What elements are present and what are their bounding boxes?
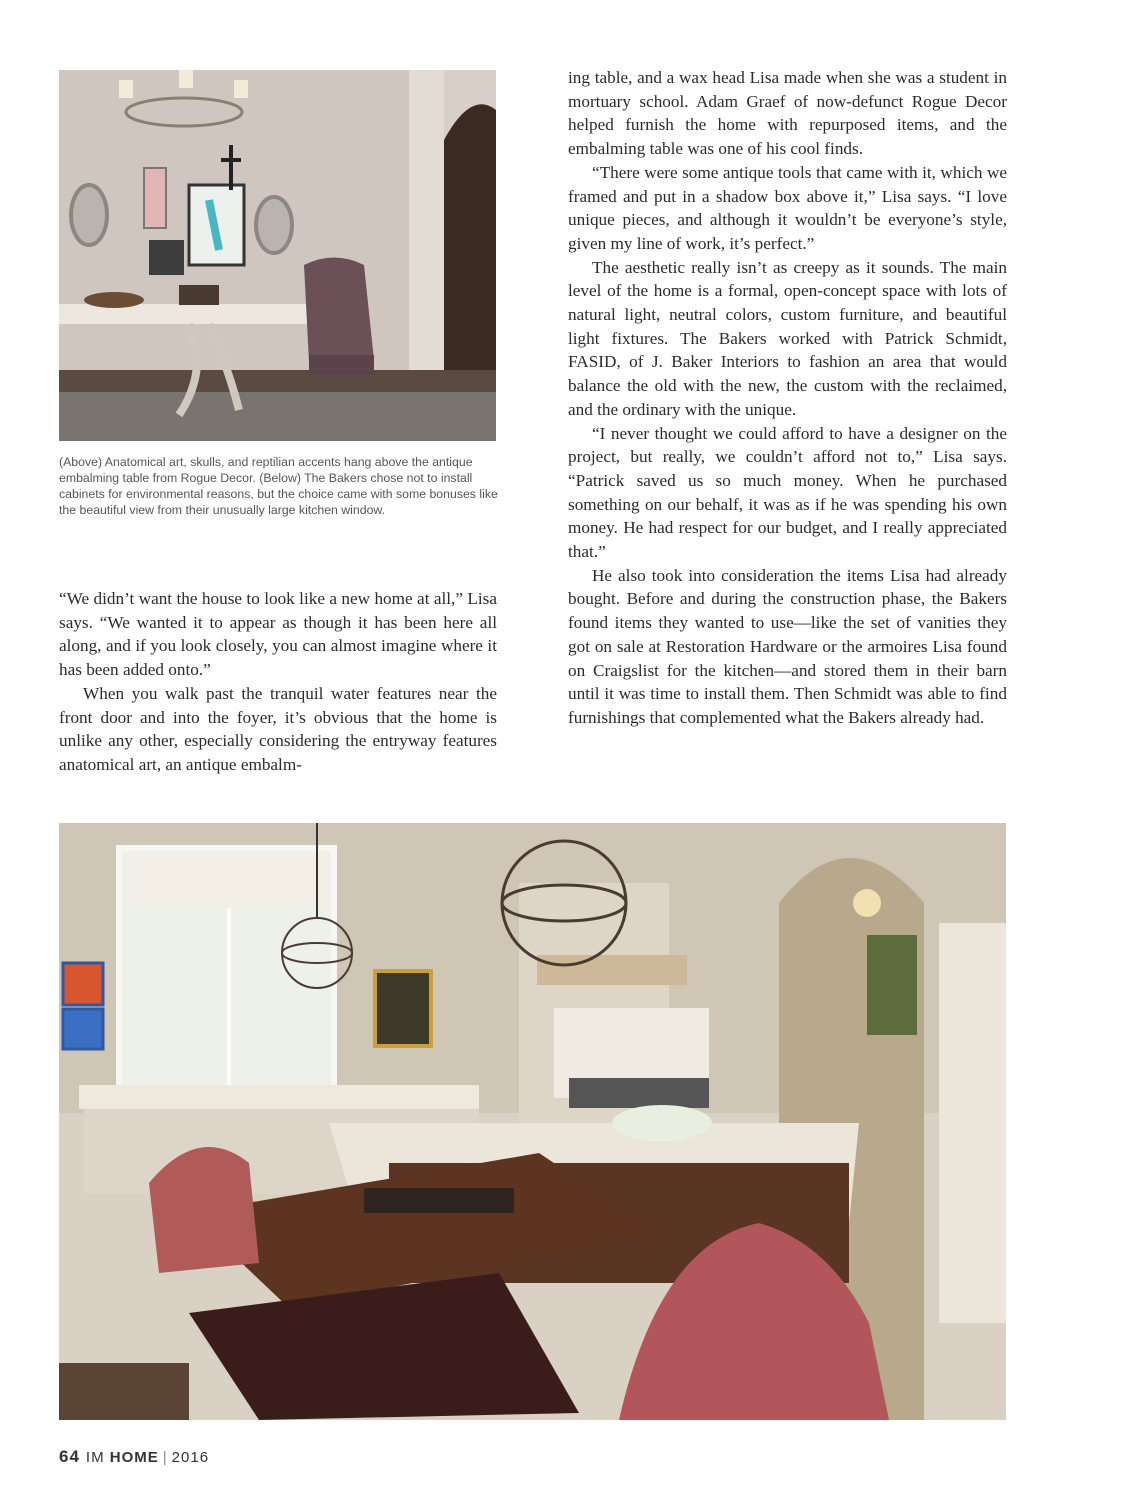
issue-year: 2016 [171,1449,210,1466]
entryway-photo [59,70,496,441]
paragraph: He also took into consideration the items Lisa had already bought. Before and during the construction phase, the Bakers found items they wanted to use—like the set of vanities they got on sale at Restoration Hardware or the armoires Lisa found on Craigslist for the kitchen—and stored them in their barn until it was time to install them. Then Schmidt was able to find furnishings that complemented what the Bakers already had. [568,565,1007,727]
paragraph: “There were some antique tools that came with it, which we framed and put in a shadow box above it,” Lisa says. “I love unique pieces, and although it wouldn’t be everyone’s style, given my line of work, it’s perfect.” [568,162,1007,253]
paragraph: When you walk past the tranquil water features near the front door and into the foyer, it’s obvious that the home is unlike any other, especially considering the entryway features anatomical art, an antique embalm- [59,683,497,774]
publication-name: HOME [109,1449,159,1466]
page-number: 64 [59,1447,80,1466]
article-column-right [568,66,1007,730]
paragraph: ing table, and a wax head Lisa made when she was a student in mortuary school. Adam Graef of now-defunct Rogue Decor helped furnish the home with repurposed items, and the embalming table was one of his cool finds. [568,68,1007,159]
photo-caption: (Above) Anatomical art, skulls, and reptilian accents hang above the antique embalming table from Rogue Decor. (Below) The Bakers chose not to install cabinets for environmental reasons, but the choice came with some bonuses like the beautiful view from their unusually large kitchen window. [59,455,498,517]
paragraph: “I never thought we could afford to have a designer on the project, but really, we couldn’t afford not to,” Lisa says. “Patrick saved us so much money. When he purchased something on our behalf, it was as if he was spending his own money. He had respect for our budget, and I really appreciated that.” [568,423,1007,562]
paragraph: “We didn’t want the house to look like a new home at all,” Lisa says. “We wanted it to appear as though it has been here all along, and if you look closely, you can almost imagine where it has been added onto.” [59,589,497,680]
paragraph: The aesthetic really isn’t as creepy as it sounds. The main level of the home is a formal, open-concept space with lots of natural light, neutral colors, custom furniture, and beautiful light fixtures. The Bakers worked with Patrick Schmidt, FASID, of J. Baker Interiors to fashion an area that would balance the old with the new, the custom with the reclaimed, and the ordinary with the unique. [568,257,1007,419]
kitchen-photo [59,823,1006,1420]
folio-separator: | [162,1449,168,1466]
publication-prefix: IM [85,1449,105,1466]
article-column-left [59,587,497,777]
page-folio [59,1447,209,1467]
